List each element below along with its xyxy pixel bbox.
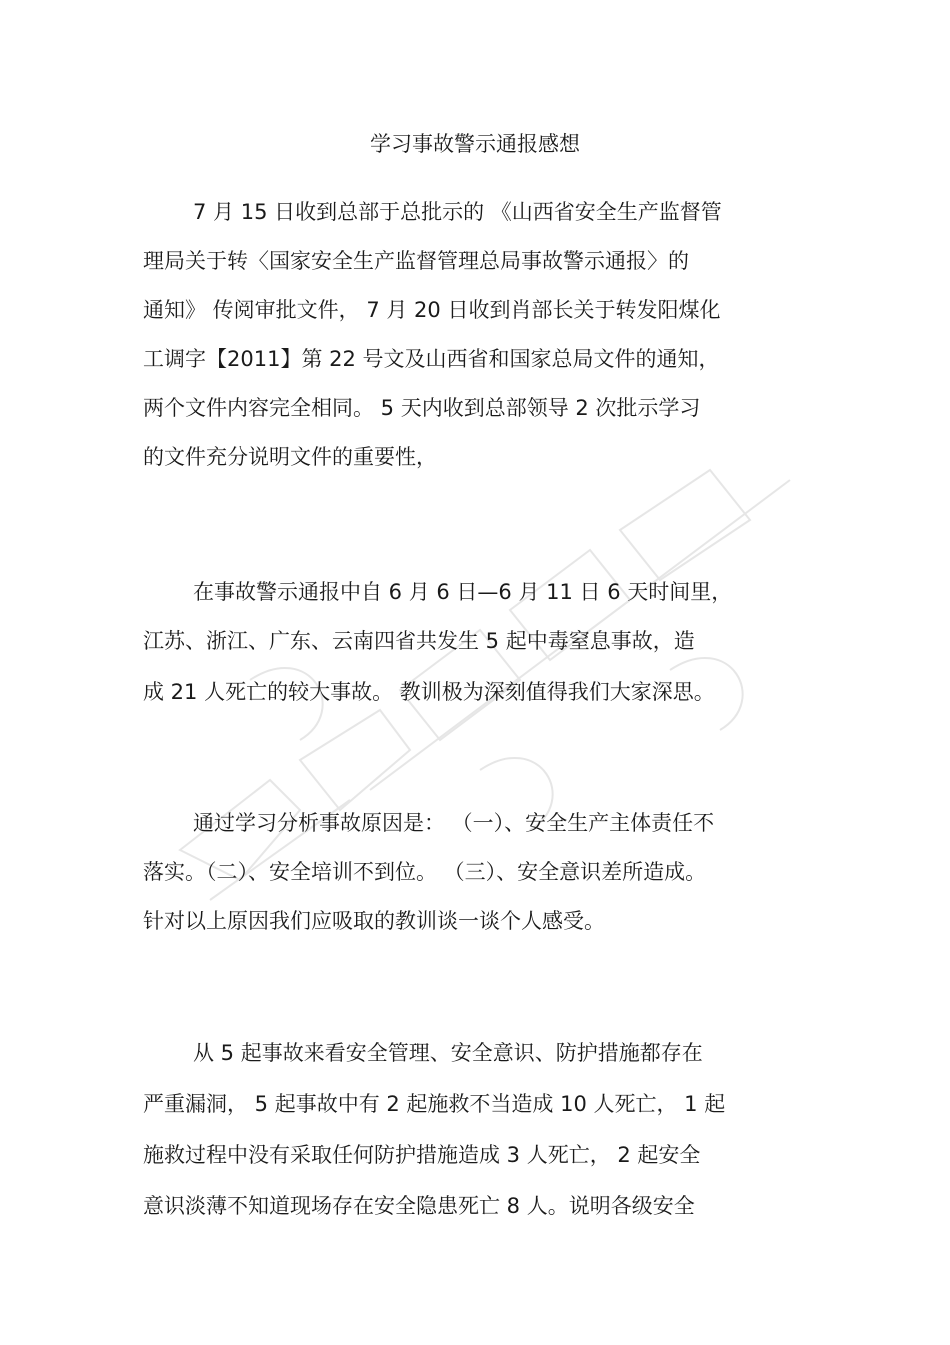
paragraph-1-line-1: 7 月 15 日收到总部于总批示的 《山西省安全生产监督管 bbox=[193, 200, 722, 224]
paragraph-2-line-3: 成 21 人死亡的较大事故。 教训极为深刻值得我们大家深思。 bbox=[143, 680, 715, 704]
paragraph-4-line-4: 意识淡薄不知道现场存在安全隐患死亡 8 人。说明各级安全 bbox=[143, 1194, 695, 1218]
paragraph-1-line-5: 两个文件内容完全相同。 5 天内收到总部领导 2 次批示学习 bbox=[143, 396, 701, 420]
paragraph-4-line-2: 严重漏洞， 5 起事故中有 2 起施救不当造成 10 人死亡， 1 起 bbox=[143, 1092, 726, 1116]
paragraph-1-line-6: 的文件充分说明文件的重要性， bbox=[143, 445, 437, 469]
paragraph-4-line-3: 施救过程中没有采取任何防护措施造成 3 人死亡， 2 起安全 bbox=[143, 1143, 701, 1167]
paragraph-3-line-1: 通过学习分析事故原因是： （一）、安全生产主体责任不 bbox=[193, 811, 715, 835]
paragraph-2-line-2: 江苏、浙江、广东、云南四省共发生 5 起中毒窒息事故，造 bbox=[143, 629, 695, 653]
paragraph-1-line-3: 通知》 传阅审批文件， 7 月 20 日收到肖部长关于转发阳煤化 bbox=[143, 298, 721, 322]
document-title: 学习事故警示通报感想 bbox=[370, 132, 580, 156]
paragraph-1-line-2: 理局关于转〈国家安全生产监督管理总局事故警示通报〉的 bbox=[143, 249, 689, 273]
paragraph-1-line-4: 工调字【2011】第 22 号文及山西省和国家总局文件的通知， bbox=[143, 347, 720, 371]
paragraph-4-line-1: 从 5 起事故来看安全管理、安全意识、防护措施都存在 bbox=[193, 1041, 703, 1065]
paragraph-3-line-2: 落实。（二）、安全培训不到位。 （三）、安全意识差所造成。 bbox=[143, 860, 707, 884]
paragraph-2-line-1: 在事故警示通报中自 6 月 6 日—6 月 11 日 6 天时间里， bbox=[193, 580, 733, 604]
paragraph-3-line-3: 针对以上原因我们应吸取的教训谈一谈个人感受。 bbox=[143, 909, 605, 933]
